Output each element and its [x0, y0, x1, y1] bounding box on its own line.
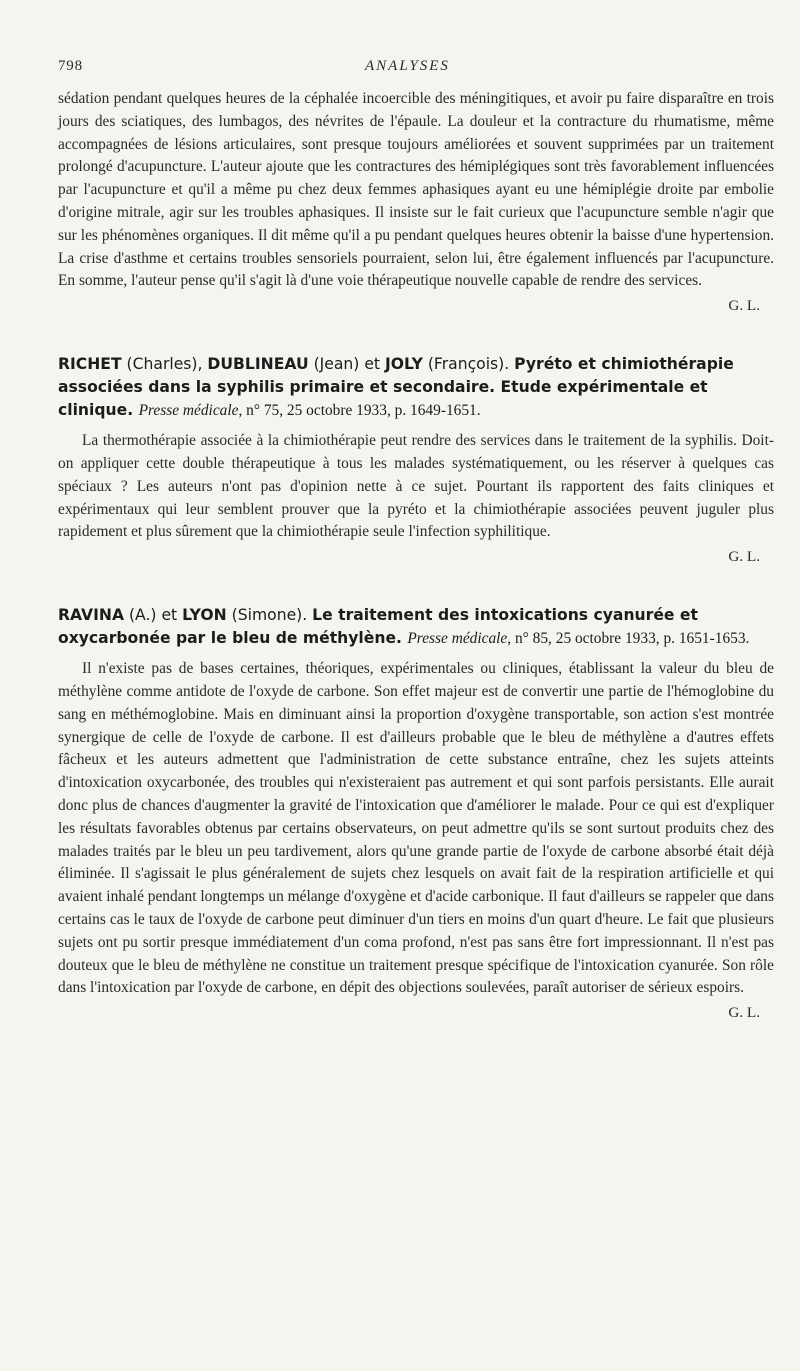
review-body: La thermothérapie associée à la chimiothérapie peut rendre des services dans le traitement de la syphilis. Doit-on appliquer cette double thérapeutique à tous les malades systématiquement, ou les réserver à quelques cas spéciaux ? Les auteurs n'ont pas d'opinion nette à ce sujet. Pourtant ils rapportent des faits cliniques et expérimentaux qui leur semblent prouver que la pyréto et la chimiothérapie associées peuvent juguler plus rapidement et plus sûrement que la chimiothérapie seule l'infection syphilitique.	[58, 432, 774, 541]
review-heading	[58, 604, 774, 650]
review-body: Il n'existe pas de bases certaines, théoriques, expérimentales ou cliniques, établissant la valeur du bleu de méthylène comme antidote de l'oxyde de carbone. Son effet majeur est de convertir une partie de l'hémoglobine du sang en méthémoglobine. Mais en diminuant ainsi la proportion d'oxygène transportable, son action s'est montrée synergique de celle de l'oxyde de carbone. Il est d'ailleurs probable que le bleu de méthylène a d'autres effets fâcheux et les auteurs admettent que l'administration de cette substance entraîne, chez les sujets atteints d'intoxication oxycarbonée, des troubles qui n'existeraient pas autrement et qui sont parfois persistants. Elle aurait donc plus de chances d'augmenter la gravité de l'intoxication que d'améliorer le malade. Pour ce qui est d'expliquer les résultats favorables obtenus par certains observateurs, on peut admettre qu'ils se sont surtout produits chez des malades traités par le bleu un peu tardivement, alors qu'une grande partie de l'oxyde de carbone absorbé était déjà éliminée. Il s'agissait le plus généralement de sujets chez lesquels on avait fait de la respiration artificielle et qui avaient inhalé pendant longtemps un mélange d'oxygène et d'acide carbonique. Il faut d'ailleurs se rappeler que dans certains cas le taux de l'oxyde de carbone peut diminuer d'un tiers en moins d'un quart d'heure. Le fait que plusieurs sujets ont pu sortir presque immédiatement d'un coma profond, n'est pas sans être fort impressionnant. Il n'est pas douteux que le bleu de méthylène ne constitue un traitement presque spécifique de l'intoxication cyanurée. Son rôle dans l'intoxication par l'oxyde de carbone, en dépit des objections soulevées, paraît autoriser de sérieux espoirs.	[58, 660, 774, 997]
review-richet	[58, 353, 774, 568]
review-author: DUBLINEAU	[207, 355, 309, 374]
review-title: Pyréto et chimiothérapie associées dans la syphilis primaire et secondaire. Etude expérimentale et clinique.	[58, 355, 734, 420]
review-citation-details: , n° 85, 25 octobre 1933, p. 1651-1653.	[507, 630, 750, 648]
review-author-firstname: (A.) et	[124, 606, 183, 625]
review-journal: Presse médicale	[407, 630, 508, 648]
intro-initials: G. L.	[728, 297, 760, 315]
review-author-firstname: (Jean) et	[308, 355, 385, 374]
review-author-firstname: (Simone).	[226, 606, 313, 625]
running-title: ANALYSES	[365, 58, 450, 74]
review-heading	[58, 353, 774, 422]
review-ravina	[58, 604, 774, 1024]
review-initials: G. L.	[728, 548, 760, 566]
review-author: LYON	[182, 606, 227, 625]
review-author: RAVINA	[58, 606, 125, 625]
document-page	[58, 58, 774, 1328]
review-journal: Presse médicale	[138, 402, 239, 420]
intro-paragraph: sédation pendant quelques heures de la céphalée incoercible des méningitiques, et avoir pu faire disparaître en trois jours des sciatiques, des lumbagos, des névrites de l'épaule. La douleur et la contracture du rhumatisme, même accompagnées de lésions articulaires, sont presque toujours améliorées et souvent supprimées par un traitement prolongé d'acupuncture. L'auteur ajoute que les contractures des hémiplégiques sont très favorablement influencées par l'acupuncture et qu'il a même pu chez deux femmes aphasiques ayant eu une hémiplégie droite par embolie d'origine mitrale, agir sur les troubles aphasiques. Il insiste sur le fait curieux que l'acupuncture semble n'agir que sur les phénomènes organiques. Il dit même qu'il a pu pendant quelques heures obtenir la baisse d'une hypertension. La crise d'asthme et certains troubles sensoriels pourraient, selon lui, être également influencés par l'acupuncture. En somme, l'auteur pense qu'il s'agit là d'une voie thérapeutique nouvelle capable de rendre des services.	[58, 90, 774, 290]
review-title: Le traitement des intoxications cyanurée et oxycarbonée par le bleu de méthylène.	[58, 606, 698, 648]
page-number: 798	[58, 58, 83, 74]
review-author-firstname: (Charles),	[121, 355, 208, 374]
review-initials: G. L.	[728, 1004, 760, 1022]
page-header	[58, 58, 774, 82]
review-citation-details: , n° 75, 25 octobre 1933, p. 1649-1651.	[238, 402, 481, 420]
review-author: RICHET	[58, 355, 122, 374]
review-author-firstname: (François).	[422, 355, 515, 374]
review-author: JOLY	[385, 355, 423, 374]
